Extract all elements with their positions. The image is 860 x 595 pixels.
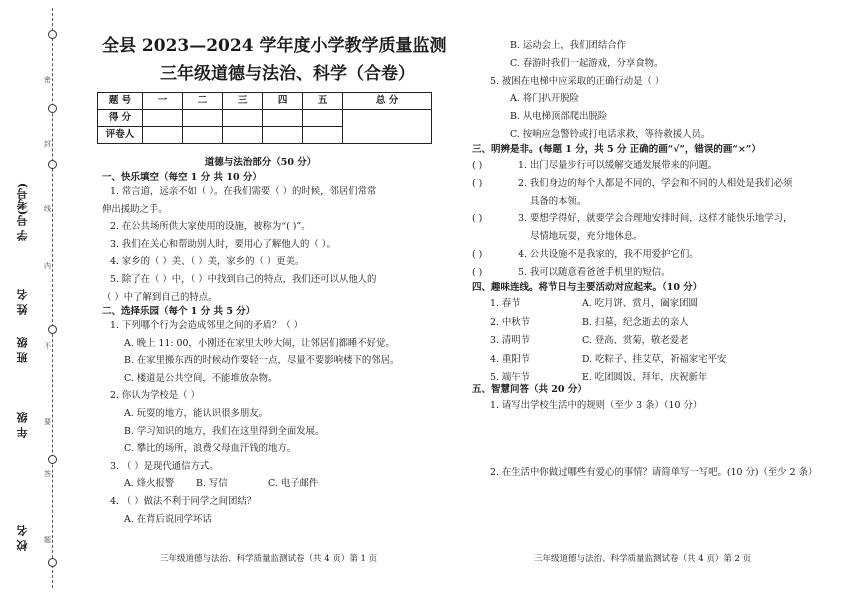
answer-bracket[interactable]: ( ) — [472, 160, 483, 171]
grader-row-label: 评卷人 — [98, 127, 143, 144]
judge-item — [472, 249, 847, 267]
question-line: 1. 请写出学校生活中的规则（至少 3 条）（10 分） — [490, 400, 703, 411]
binding-hole-icon — [48, 160, 57, 169]
answer-bracket[interactable]: ( ) — [472, 248, 483, 260]
part-title: 道德与法治部分（50 分） — [204, 157, 317, 168]
score-table-header: 总 分 — [343, 93, 432, 110]
judge-item — [472, 178, 847, 196]
question-line: 1. 下列哪个行为会造成邻里之间的矛盾？（ ） — [110, 320, 304, 331]
match-row — [472, 298, 847, 317]
option-line: A. 晚上 11: 00，小刚还在家里大吵大闹，让邻居们都睡不好觉。 — [124, 337, 395, 349]
score-cell[interactable] — [303, 110, 343, 127]
section-title: 一、快乐填空（每空 1 分 共 10 分） — [102, 172, 262, 183]
section-title: 四、趣味连线。将节日与主要活动对应起来。（10 分） — [472, 282, 703, 293]
question-line: 1. 常言道，远亲不如（ ）。在我们需要（ ）的时候，邻居们常常 — [110, 186, 377, 197]
judge-text: 4. 公共设施不是我家的，我不用爱护它们。 — [518, 248, 699, 260]
answer-bracket[interactable]: ( ) — [472, 266, 483, 278]
score-table-header: 五 — [303, 93, 343, 110]
student-number-label: 学 号(考号) — [16, 182, 29, 242]
score-cell[interactable] — [143, 110, 183, 127]
question-line: 4. （ ）做法不利于同学之间团结？ — [110, 495, 257, 507]
score-table-header: 二 — [183, 93, 223, 110]
option-line: A. 在背后说同学坏话 — [124, 513, 212, 525]
section-qa — [472, 384, 847, 418]
option-line: B. 学习知识的地方，我们在这里得到全面发展。 — [124, 425, 325, 437]
activity-item[interactable]: D. 吃粽子、挂艾草，祈福家宅平安 — [582, 353, 727, 365]
exam-subtitle: 三年级道德与法治、科学（合卷） — [160, 64, 415, 84]
option-b: B. 写信 — [196, 478, 228, 490]
judge-text: 3. 要想学得好，就要学会合理地安排时间，这样才能快乐地学习， — [518, 213, 793, 225]
section-title: 三、明辨是非。(每题 1 分，共 5 分 正确的画“√”，错误的画“×”） — [472, 144, 761, 155]
score-cell[interactable] — [223, 110, 263, 127]
question-line: 2. 在公共场所供大家使用的设施，被称为“( )”。 — [110, 221, 311, 233]
activity-item[interactable]: A. 吃月饼、赏月，阖家团圆 — [582, 298, 698, 309]
grader-cell[interactable] — [183, 127, 223, 144]
section-fill-blank — [102, 172, 432, 309]
option-line: B. 运动会上，我们团结合作 — [510, 40, 626, 51]
judge-item — [472, 160, 847, 178]
option-line: B. 从电梯顶部爬出脱险 — [510, 111, 608, 123]
question-line: 伸出援助之手。 — [102, 203, 168, 215]
section-title: 五、智慧问答（共 20 分） — [472, 384, 587, 395]
option-line: C. 春游时我们一起游戏，分享食物。 — [510, 57, 664, 69]
section-choice — [102, 306, 432, 531]
question-line: 3. （ ）是现代通信方式。 — [110, 460, 219, 472]
option-a: A. 烽火报警 — [124, 478, 175, 490]
grader-cell[interactable] — [303, 127, 343, 144]
question-line: 3. 我们在关心和帮助别人时，要用心了解他人的（ ）。 — [110, 238, 336, 250]
binding-hole-icon — [48, 325, 57, 334]
judge-item — [472, 213, 847, 231]
option-line: C. 按响应急警铃或打电话求救，等待救援人员。 — [510, 128, 711, 140]
score-row-label: 得 分 — [98, 110, 143, 127]
section-matching — [472, 282, 847, 391]
activity-item[interactable]: B. 扫墓，纪念逝去的亲人 — [582, 316, 689, 328]
grader-cell[interactable] — [143, 127, 183, 144]
binding-hole-icon — [48, 558, 57, 567]
option-line: A. 玩耍的地方，能认识很多朋友。 — [124, 407, 268, 419]
page-2 — [472, 0, 847, 595]
grader-cell[interactable] — [223, 127, 263, 144]
judge-text: 2. 我们身边的每个人都是不同的，学会和不同的人相处是我们必须 — [518, 177, 793, 189]
option-row — [102, 478, 432, 496]
question-line: 5. 除了在（ ）中，（ ）中找到自己的特点，我们还可以从他人的 — [110, 273, 377, 285]
festival-item[interactable]: 4. 重阳节 — [490, 353, 531, 365]
cut-mark: 线 — [44, 205, 51, 213]
cut-mark: 封 — [44, 140, 51, 148]
match-row — [472, 335, 847, 354]
score-cell[interactable] — [183, 110, 223, 127]
binding-dashed-line — [52, 8, 53, 588]
page-1 — [88, 0, 447, 595]
judge-text: 5. 我可以随意看爸爸手机里的短信。 — [518, 266, 671, 278]
question-line: 5. 被困在电梯中应采取的正确行动是（ ） — [490, 75, 665, 87]
question-line: 2. 在生活中你做过哪些有爱心的事情？请简单写一写吧。(10 分)（至少 2 条） — [490, 467, 818, 478]
activity-item[interactable]: E. 吃团圆饭、拜年，庆祝新年 — [582, 372, 708, 384]
section-true-false — [472, 144, 847, 285]
section-choice-continued — [472, 40, 847, 147]
judge-continuation: 具备的本领。 — [530, 195, 587, 207]
binding-hole-icon — [48, 104, 57, 113]
match-row — [472, 317, 847, 336]
score-table-header: 四 — [263, 93, 303, 110]
answer-bracket[interactable]: ( ) — [472, 177, 483, 189]
cut-mark: 答 — [44, 470, 51, 478]
cut-mark: 题 — [44, 536, 51, 544]
festival-item[interactable]: 5. 端午节 — [490, 372, 531, 384]
exam-title: 全县 2023—2024 学年度小学教学质量监测 — [102, 36, 447, 56]
option-c: C. 电子邮件 — [268, 478, 319, 490]
score-cell[interactable] — [263, 110, 303, 127]
option-line: B. 在家里搬东西的时候动作要轻一点，尽量不要影响楼下的邻居。 — [124, 355, 400, 367]
grade-label: 年 级 — [16, 412, 29, 438]
binding-hole-icon — [48, 455, 57, 464]
option-line: A. 将门扒开脱险 — [510, 93, 579, 105]
cut-mark: 密 — [44, 76, 51, 84]
judge-text: 1. 出门尽量步行可以缓解交通发展带来的问题。 — [518, 160, 718, 171]
activity-item[interactable]: C. 登高、赏菊，敬老爱老 — [582, 335, 689, 347]
score-table-header: 题 号 — [98, 93, 143, 110]
school-label: 校 名 — [16, 525, 29, 551]
question-line: 4. 家乡的（ ）美、（ ）美，家乡的（ ）更美。 — [110, 256, 305, 268]
section-qa-q2 — [472, 467, 847, 485]
festival-item[interactable]: 2. 中秋节 — [490, 316, 531, 328]
cut-mark: 内 — [44, 262, 51, 270]
question-line: （ ）中了解到自己的特点。 — [102, 291, 218, 303]
question-line: 2. 你认为学校是（ ） — [110, 390, 200, 402]
cut-mark: 不 — [44, 342, 51, 350]
score-table — [97, 92, 432, 144]
score-table-header-row — [98, 93, 432, 110]
student-name-label: 姓 名 — [16, 289, 29, 315]
option-line: C. 楼道是公共空间，不能堆放杂物。 — [124, 372, 278, 384]
page-footer: 三年级道德与法治、科学质量监测试卷（共 4 页）第 1 页 — [160, 554, 378, 564]
score-table-header: 三 — [223, 93, 263, 110]
score-row — [98, 110, 432, 127]
option-line: C. 攀比的场所，浪费父母血汗钱的地方。 — [124, 443, 297, 455]
section-title: 二、选择乐园（每个 1 分 共 5 分） — [102, 306, 256, 317]
binding-margin — [0, 0, 62, 595]
binding-hole-icon — [48, 30, 57, 39]
cut-mark: 要 — [44, 418, 51, 426]
class-label: 班 级 — [16, 337, 29, 363]
total-score-cell[interactable] — [343, 110, 432, 144]
answer-bracket[interactable]: ( ) — [472, 213, 483, 225]
festival-item[interactable]: 1. 春节 — [490, 298, 521, 309]
judge-continuation: 尽情地玩耍，充分地休息。 — [530, 231, 643, 243]
score-table-header: 一 — [143, 93, 183, 110]
page-footer: 三年级道德与法治、科学质量监测试卷（共 4 页）第 2 页 — [534, 554, 752, 564]
grader-cell[interactable] — [263, 127, 303, 144]
festival-item[interactable]: 3. 清明节 — [490, 335, 531, 347]
match-row — [472, 354, 847, 373]
